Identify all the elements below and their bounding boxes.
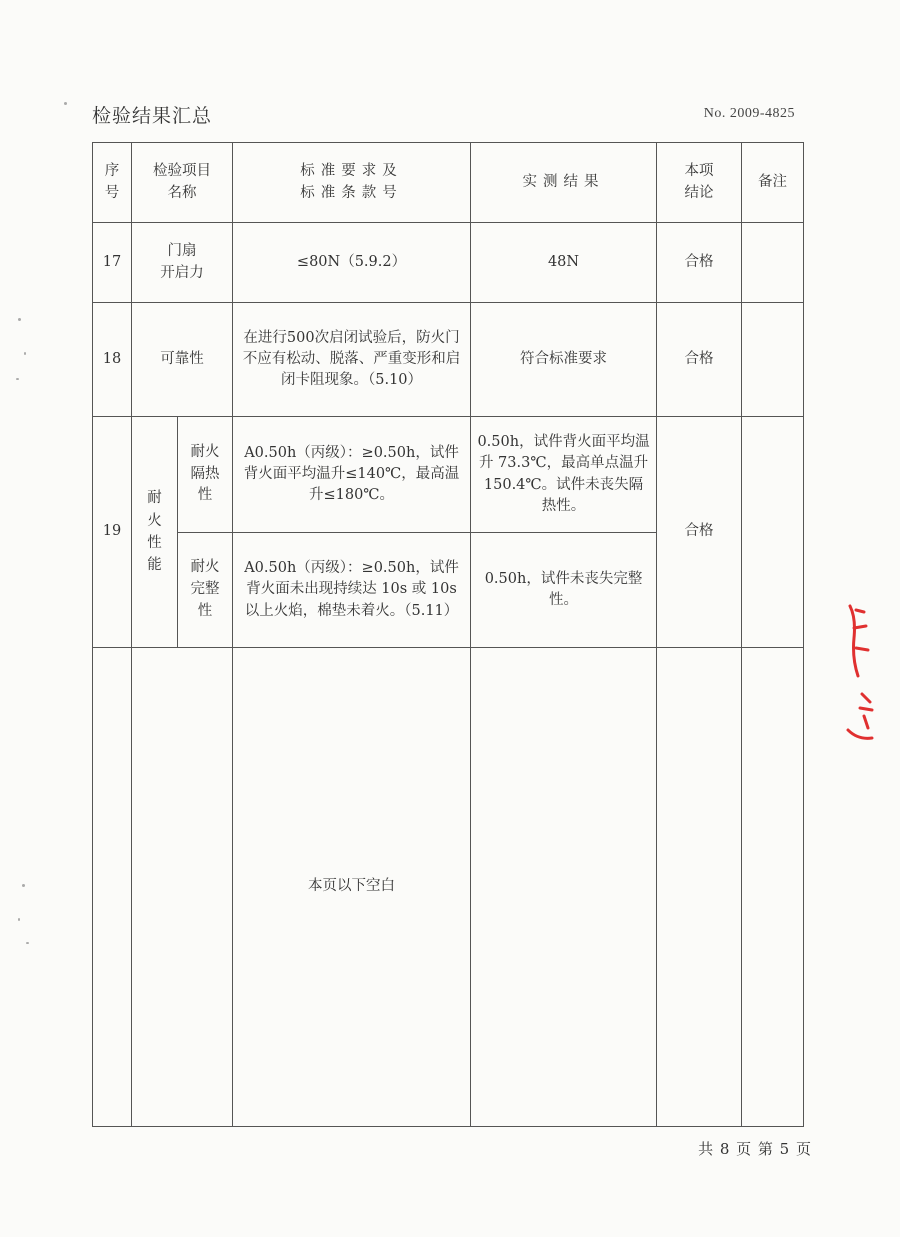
row-conclusion: 合格 (657, 417, 742, 648)
blank-cell (471, 648, 657, 1127)
table-header-row (93, 143, 804, 223)
row-subitem: 耐火完整性 (178, 533, 233, 648)
row-item: 门扇 开启力 (132, 223, 233, 303)
row-item: 可靠性 (132, 303, 233, 417)
row-seq: 17 (93, 223, 132, 303)
report-number: No. 2009-4825 (703, 106, 795, 121)
header-remark: 备注 (742, 143, 804, 223)
row-result: 符合标准要求 (471, 303, 657, 417)
row-result: 0.50h，试件未丧失完整性。 (471, 533, 657, 648)
page-title: 检验结果汇总 (92, 105, 213, 127)
row-seq: 18 (93, 303, 132, 417)
header-standard: 标准要求及 标准条款号 (233, 143, 471, 223)
row-result: 0.50h，试件背火面平均温升 73.3℃，最高单点温升 150.4℃。试件未丧失隔热性。 (471, 417, 657, 533)
header-item: 检验项目名称 (132, 143, 233, 223)
table-row (93, 223, 804, 303)
table-blank-row (93, 648, 804, 1127)
row-remark (742, 223, 804, 303)
results-table (92, 142, 804, 1127)
scan-speck (64, 102, 67, 105)
red-seal-stamp (842, 598, 882, 748)
header-conclusion: 本项 结论 (657, 143, 742, 223)
row-standard: ≤80N（5.9.2） (233, 223, 471, 303)
scan-speck (16, 378, 19, 380)
table-row (93, 417, 804, 533)
header-seq: 序号 (93, 143, 132, 223)
blank-cell (132, 648, 233, 1127)
header-result: 实测结果 (471, 143, 657, 223)
row-subitem: 耐火隔热性 (178, 417, 233, 533)
scan-speck (18, 318, 21, 321)
row-seq: 19 (93, 417, 132, 648)
page-counter: 共 8 页 第 5 页 (698, 1140, 812, 1158)
scan-speck (18, 918, 20, 921)
row-group: 耐火性能 (132, 417, 178, 648)
row-remark (742, 303, 804, 417)
blank-cell (93, 648, 132, 1127)
blank-note: 本页以下空白 (233, 648, 471, 1127)
scan-speck (26, 942, 29, 944)
row-standard: A0.50h（丙级）：≥0.50h，试件背火面平均温升≤140℃，最高温升≤180℃。 (233, 417, 471, 533)
blank-cell (657, 648, 742, 1127)
table-row (93, 303, 804, 417)
row-standard: A0.50h（丙级）：≥0.50h，试件背火面未出现持续达 10s 或 10s 以上火焰，棉垫未着火。（5.11） (233, 533, 471, 648)
row-remark (742, 417, 804, 648)
row-standard: 在进行500次启闭试验后，防火门不应有松动、脱落、严重变形和启闭卡阻现象。（5.10） (233, 303, 471, 417)
row-conclusion: 合格 (657, 223, 742, 303)
row-result: 48N (471, 223, 657, 303)
row-conclusion: 合格 (657, 303, 742, 417)
scan-speck (24, 352, 26, 355)
blank-cell (742, 648, 804, 1127)
scan-speck (22, 884, 25, 887)
